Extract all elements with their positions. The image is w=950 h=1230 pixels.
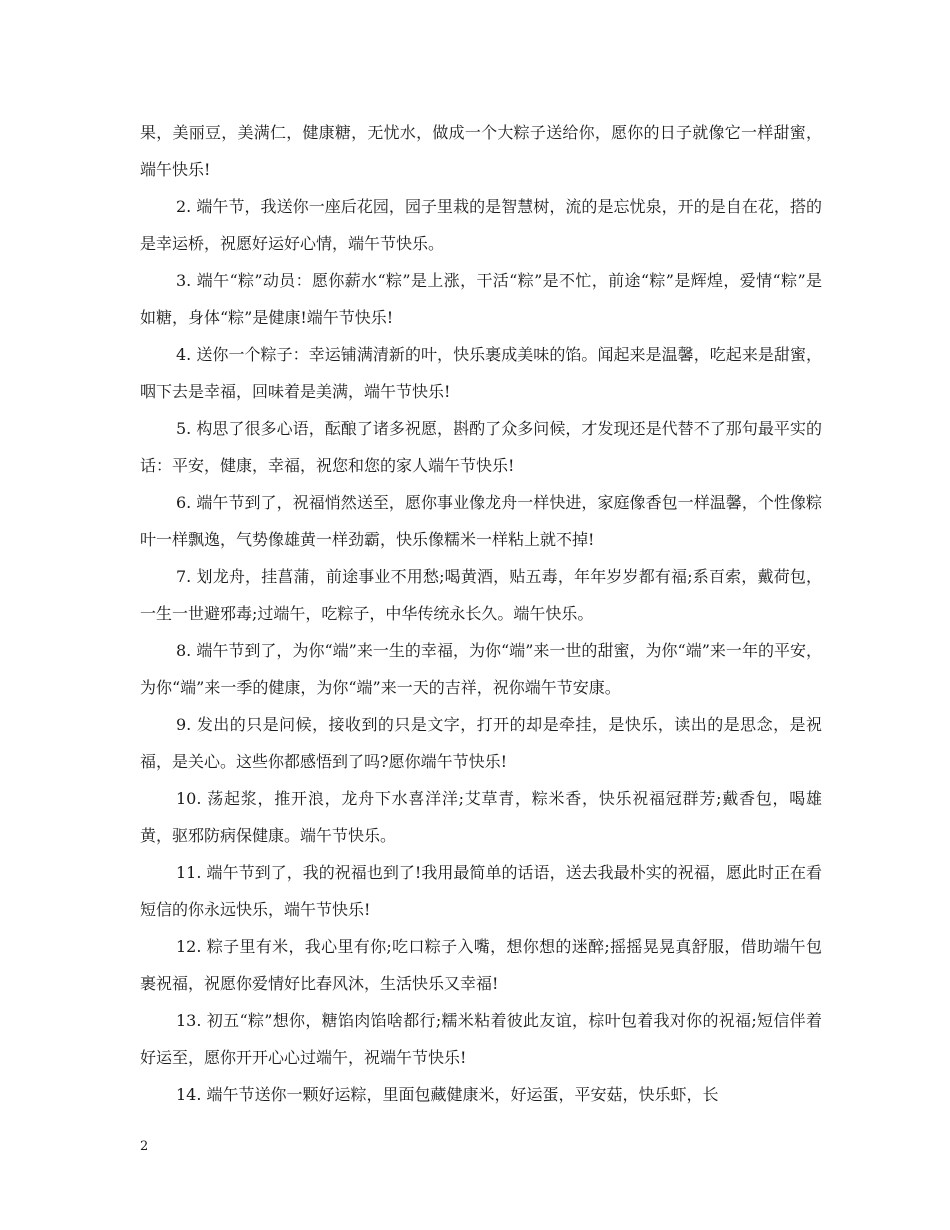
list-item-6: 6. 端午节到了，祝福悄然送至，愿你事业像龙舟一样快进，家庭像香包一样温馨，个性像粽叶一样飘逸，气势像雄黄一样劲霸，快乐像糯米一样粘上就不掉! xyxy=(140,493,822,549)
list-item-8: 8. 端午节到了，为你“端”来一生的幸福，为你“端”来一世的甜蜜，为你“端”来一年的平安，为你“端”来一季的健康，为你“端”来一天的吉祥，祝你端午节安康。 xyxy=(140,641,822,697)
list-item-3: 3. 端午“粽”动员：愿你薪水“粽”是上涨，干活“粽”是不忙，前途“粽”是辉煌，爱情“粽”是如糖，身体“粽”是健康!端午节快乐! xyxy=(140,271,822,327)
document-body xyxy=(140,114,822,1113)
list-item-14: 14. 端午节送你一颗好运粽，里面包藏健康米，好运蛋，平安菇，快乐虾，长 xyxy=(176,1085,719,1104)
list-item-2: 2. 端午节，我送你一座后花园，园子里栽的是智慧树，流的是忘忧泉，开的是自在花，搭的是幸运桥，祝愿好运好心情，端午节快乐。 xyxy=(140,197,822,253)
list-item-12: 12. 粽子里有米，我心里有你;吃口粽子入嘴，想你想的迷醉;摇摇晃晃真舒服，借助端午包裹祝福，祝愿你爱情好比春风沐，生活快乐又幸福! xyxy=(140,937,822,993)
page-number: 2 xyxy=(140,1139,149,1154)
list-item-13: 13. 初五“粽”想你，糖馅肉馅啥都行;糯米粘着彼此友谊，棕叶包着我对你的祝福;短信伴着好运至，愿你开开心心过端午，祝端午节快乐! xyxy=(140,1011,822,1067)
list-item-10: 10. 荡起浆，推开浪，龙舟下水喜洋洋;艾草青，粽米香，快乐祝福冠群芳;戴香包，喝雄黄，驱邪防病保健康。端午节快乐。 xyxy=(140,789,822,845)
list-item-4: 4. 送你一个粽子：幸运铺满清新的叶，快乐裹成美味的馅。闻起来是温馨，吃起来是甜蜜，咽下去是幸福，回味着是美满，端午节快乐! xyxy=(140,345,822,401)
list-item-9: 9. 发出的只是问候，接收到的只是文字，打开的却是牵挂，是快乐，读出的是思念，是祝福，是关心。这些你都感悟到了吗?愿你端午节快乐! xyxy=(140,715,822,771)
list-item-11: 11. 端午节到了，我的祝福也到了!我用最简单的话语，送去我最朴实的祝福，愿此时正在看短信的你永远快乐，端午节快乐! xyxy=(140,863,822,919)
list-item-5: 5. 构思了很多心语，酝酿了诸多祝愿，斟酌了众多问候，才发现还是代替不了那句最平实的话：平安，健康，幸福，祝您和您的家人端午节快乐! xyxy=(140,419,822,475)
paragraph-continuation: 果，美丽豆，美满仁，健康糖，无忧水，做成一个大粽子送给你，愿你的日子就像它一样甜蜜，端午快乐! xyxy=(140,123,822,179)
list-item-7: 7. 划龙舟，挂菖蒲，前途事业不用愁;喝黄酒，贴五毒，年年岁岁都有福;系百索，戴荷包，一生一世避邪毒;过端午，吃粽子，中华传统永长久。端午快乐。 xyxy=(140,567,822,623)
